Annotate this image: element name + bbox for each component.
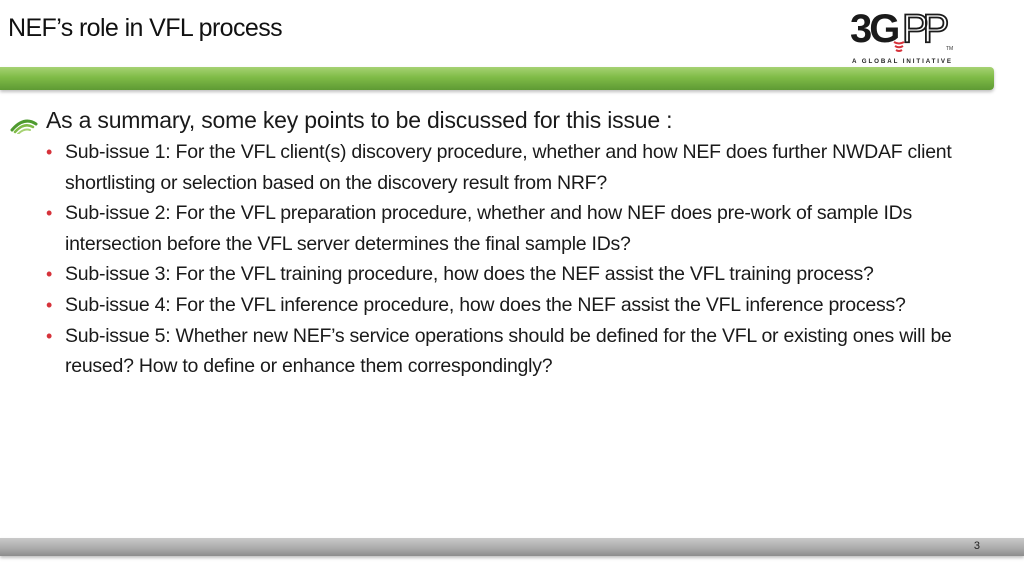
list-item: • Sub-issue 1: For the VFL client(s) discovery procedure, whether and how NEF does further NWDAF client shortlisting or selection based on the discovery result from NRF? — [46, 137, 1005, 198]
bullet-dot-icon: • — [46, 142, 53, 162]
3gpp-logo — [846, 2, 962, 68]
wifi-wave-icon — [10, 110, 38, 142]
list-item: • Sub-issue 5: Whether new NEF’s service operations should be defined for the VFL or existing ones will be reused? How to define or enhance them correspondingly? — [46, 321, 1005, 382]
bullet-dot-icon: • — [46, 203, 53, 224]
bullet-dot-icon: • — [46, 294, 53, 315]
bullet-dot-icon: • — [46, 325, 53, 346]
lead-text: As a summary, some key points to be discussed for this issue : — [46, 107, 673, 133]
page-number: 3 — [973, 540, 980, 552]
footer-bar — [0, 538, 1024, 556]
logo-tm: TM — [946, 46, 954, 52]
header-accent-bar — [0, 67, 994, 90]
slide-title: NEF’s role in VFL process — [8, 14, 282, 42]
slide-content — [10, 104, 1010, 382]
svg-text:3G: 3G — [850, 7, 898, 51]
sub-issue-list — [10, 137, 1010, 382]
logo-tagline: A GLOBAL INITIATIVE — [852, 58, 953, 65]
lead-point — [10, 104, 1010, 136]
list-item: • Sub-issue 4: For the VFL inference procedure, how does the NEF assist the VFL inference process? — [46, 290, 1005, 321]
3gpp-logo-mark — [846, 2, 962, 58]
list-item: • Sub-issue 2: For the VFL preparation procedure, whether and how NEF does pre-work of sample IDs intersection before the VFL server determines the final sample IDs? — [46, 198, 1005, 259]
bullet-dot-icon: • — [46, 264, 53, 285]
list-item: • Sub-issue 3: For the VFL training procedure, how does the NEF assist the VFL training process? — [46, 259, 1005, 290]
svg-text:PP: PP — [902, 7, 944, 51]
